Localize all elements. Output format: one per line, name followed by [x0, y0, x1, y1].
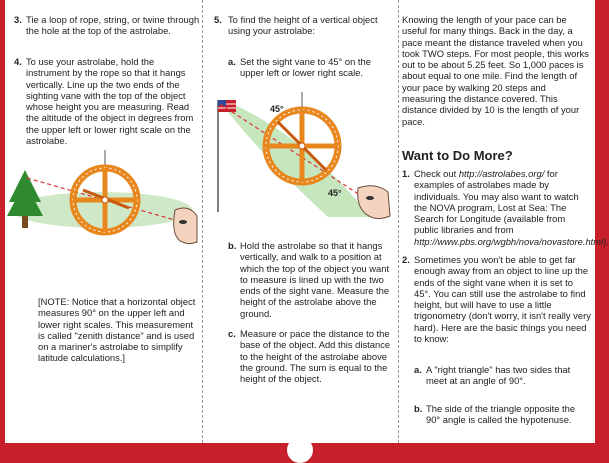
document-page [5, 0, 609, 443]
eye-face-icon [174, 208, 197, 244]
astrolabe-icon [73, 150, 137, 232]
more-item-2 [402, 254, 591, 344]
step-3-number: 3. [14, 14, 22, 25]
step-4-number: 4. [14, 56, 22, 67]
step-5a-label: a. [228, 56, 236, 67]
section-heading: Want to Do More? [402, 148, 513, 163]
more-item-2a-label: a. [414, 364, 422, 375]
step-5c [228, 328, 396, 384]
column-3 [402, 0, 609, 443]
angle-label-bottom: 45° [328, 188, 342, 198]
step-5b [228, 240, 396, 319]
step-5b-text: Hold the astrolabe so that it hangs vertically, and walk to a position at which the top of the object you want to measure is lined up with the two ends of the sight vane. Measure the height of the astrolabe above the ground. [240, 240, 390, 319]
step-5c-label: c. [228, 328, 236, 339]
step-3-text: Tie a loop of rope, string, or twine through the hole at the top of the astrolabe. [26, 14, 200, 37]
more-item-2b-text: The side of the triangle opposite the 90° angle is called the hypotenuse. [426, 403, 576, 426]
more-item-1-text [402, 168, 609, 247]
more-item-2-text: Sometimes you won't be able to get far enough away from an object to line up the ends of the sight vane when it is set to 45°. You can still use the astrolabe to find height, but will have to use a little trigonometry (don't worry, it isn't really very hard). Here are the basic things you need to know: [414, 254, 591, 345]
note-text: [NOTE: Notice that a horizontal object measures 90° on the upper left and lower right scales. This measurement is called "zenith distance" and is used on a mariner's astrolabe to simplify latitude calculations.] [38, 296, 196, 364]
angle-label-top: 45° [270, 104, 284, 114]
step-5-number: 5. [214, 14, 222, 25]
more-item-1-pre: Check out [414, 168, 459, 179]
more-item-2b [414, 403, 591, 426]
pace-intro [402, 14, 591, 127]
more-item-1-mid: for examples of astrolabes made by individuals. You may also want to watch the NOVA program, Lost at Sea: The Search for Longitude (available from public libraries and from [414, 168, 579, 236]
column-divider-2 [398, 0, 399, 443]
bottom-binding-dot [287, 437, 313, 463]
more-item-2-number: 2. [402, 254, 410, 265]
astrolabe-horizontal-illustration [7, 150, 199, 268]
note [38, 296, 196, 364]
column-2 [206, 0, 396, 443]
more-item-1-post: ). [603, 235, 609, 247]
more-item-2a [414, 364, 591, 387]
step-5-text: To find the height of a vertical object using your astrolabe: [228, 14, 378, 37]
step-5c-text: Measure or pace the distance to the base of the object. Add this distance to the height of the astrolabe above the ground. The sum is equal to the height of the object. [240, 328, 391, 385]
astrolabe-45-illustration [208, 92, 396, 222]
more-item-1-number: 1. [402, 168, 410, 179]
step-4 [14, 56, 200, 146]
step-5 [214, 14, 396, 37]
column-divider-1 [202, 0, 203, 443]
pbs-link[interactable]: http://www.pbs.org/wgbh/nova/novastore.html [414, 235, 604, 247]
step-5b-label: b. [228, 240, 237, 251]
pace-intro-text: Knowing the length of your pace can be useful for many things. Back in the day, a pace meant the distance traveled when you took TWO steps. For most people, this works out to be about 5.25 feet. So 1,000 paces is about equal to one mile. Find the length of your pace by walking 20 steps and measuring the distance covered. This distance divided by 10 is the length of your pace. [402, 14, 589, 127]
astrolabes-link[interactable]: http://astrolabes.org/ [458, 168, 545, 179]
column-1 [5, 0, 201, 443]
step-3 [14, 14, 200, 37]
more-item-2a-text: A "right triangle" has two sides that meet at an angle of 90°. [426, 364, 571, 387]
more-item-2b-label: b. [414, 403, 423, 414]
step-5a-text: Set the sight vane to 45° on the upper left or lower right scale. [240, 56, 371, 79]
step-5a [228, 56, 396, 79]
more-item-1 [402, 168, 609, 247]
step-4-text: To use your astrolabe, hold the instrument by the rope so that it hangs vertically. Line up the two ends of the sighting vane with the top of the object whose height you are measuring. Read the altitude of the object in degrees from the upper left or lower right scale on the astrolabe. [26, 56, 194, 147]
